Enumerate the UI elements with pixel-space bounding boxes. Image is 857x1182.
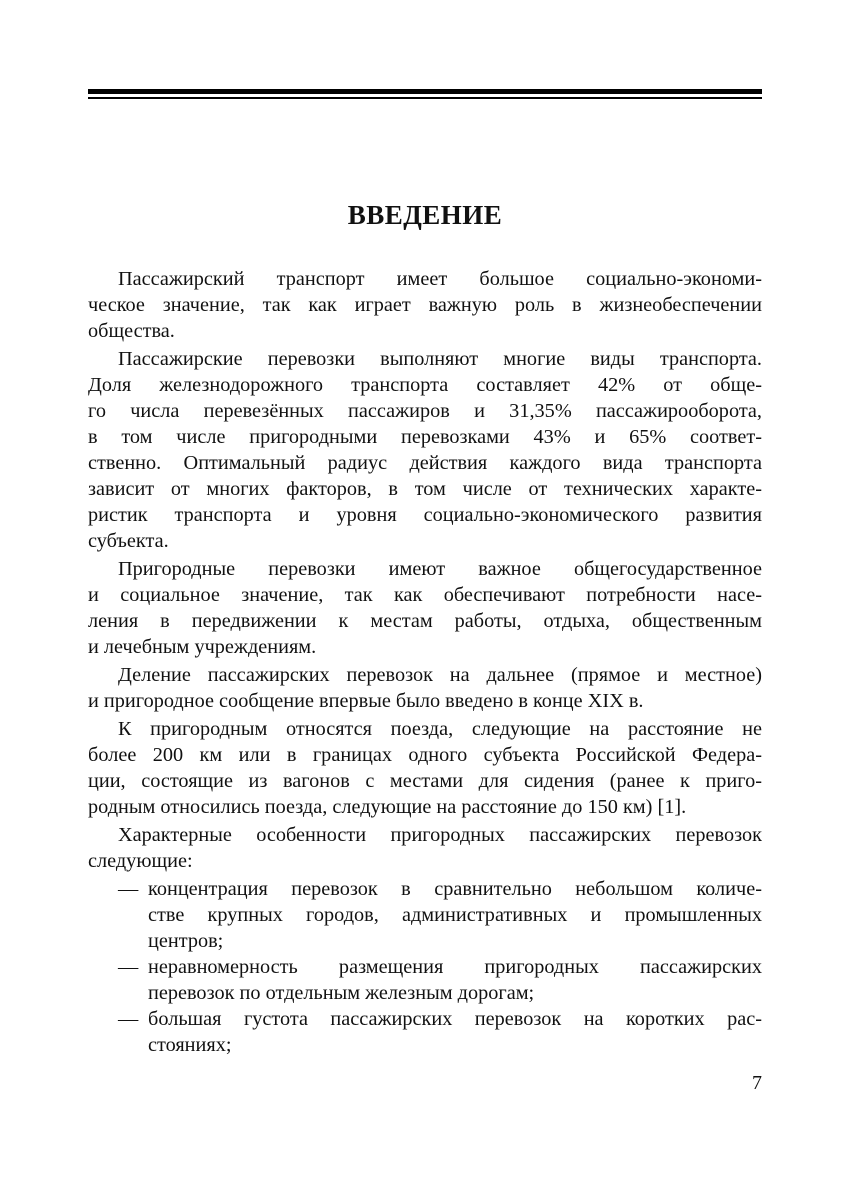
text-line: неравномерность размещения пригородных пассажирских: [148, 956, 762, 978]
paragraph: [88, 716, 762, 820]
text-line: общества.: [88, 320, 175, 342]
text-line: субъекта.: [88, 530, 169, 552]
text-line: ции, состоящие из вагонов с местами для сидения (ранее к приго-: [88, 770, 762, 792]
text-line: большая густота пассажирских перевозок на коротких рас-: [148, 1008, 762, 1030]
text-line: концентрация перевозок в сравнительно небольшом количе-: [148, 878, 762, 900]
text-line: го числа перевезённых пассажиров и 31,35% пассажирооборота,: [88, 400, 762, 422]
text-line: перевозок по отдельным железным дорогам;: [148, 982, 535, 1004]
paragraph: [88, 662, 762, 714]
text-line: К пригородным относятся поезда, следующие на расстояние не: [118, 718, 762, 740]
text-line: ления в передвижении к местам работы, отдыха, общественным: [88, 610, 762, 632]
text-line: Характерные особенности пригородных пассажирских перевозок: [118, 824, 762, 846]
body-text: [88, 266, 762, 1058]
list-dash: —: [118, 878, 139, 900]
page-number: 7: [752, 1072, 762, 1094]
text-line: родным относились поезда, следующие на расстояние до 150 км) [1].: [88, 796, 687, 818]
header-rule-thin: [88, 97, 762, 99]
list-item: [88, 876, 762, 954]
text-line: более 200 км или в границах одного субъекта Российской Федера-: [88, 744, 762, 766]
paragraph: [88, 822, 762, 874]
header-rule-thick: [88, 89, 762, 94]
text-line: Пассажирские перевозки выполняют многие виды транспорта.: [118, 348, 762, 370]
list-dash: —: [118, 1008, 139, 1030]
text-line: Пассажирский транспорт имеет большое социально-экономи-: [118, 268, 762, 290]
text-line: центров;: [148, 930, 224, 952]
text-line: зависит от многих факторов, в том числе от технических характе-: [88, 478, 762, 500]
list-item: [88, 954, 762, 1006]
text-line: ристик транспорта и уровня социально-экономического развития: [88, 504, 762, 526]
text-line: и пригородное сообщение впервые было введено в конце XIX в.: [88, 690, 644, 712]
text-line: и социальное значение, так как обеспечивают потребности насе-: [88, 584, 762, 606]
list-item: [88, 1006, 762, 1058]
text-line: Доля железнодорожного транспорта составляет 42% от обще-: [88, 374, 762, 396]
list-dash: —: [118, 956, 139, 978]
text-line: стве крупных городов, административных и промышленных: [148, 904, 762, 926]
text-line: и лечебным учреждениям.: [88, 636, 317, 658]
text-line: Деление пассажирских перевозок на дальнее (прямое и местное): [118, 664, 762, 686]
paragraph: [88, 556, 762, 660]
text-line: в том числе пригородными перевозками 43% и 65% соответ-: [88, 426, 762, 448]
paragraph: [88, 266, 762, 344]
text-line: следующие:: [88, 850, 193, 872]
paragraph: [88, 346, 762, 554]
text-line: ственно. Оптимальный радиус действия каждого вида транспорта: [88, 452, 762, 474]
text-line: стояниях;: [148, 1034, 232, 1056]
text-line: Пригородные перевозки имеют важное общегосударственное: [118, 558, 762, 580]
chapter-title: ВВЕДЕНИЕ: [347, 200, 503, 230]
text-line: ческое значение, так как играет важную роль в жизнеобеспечении: [88, 294, 762, 316]
